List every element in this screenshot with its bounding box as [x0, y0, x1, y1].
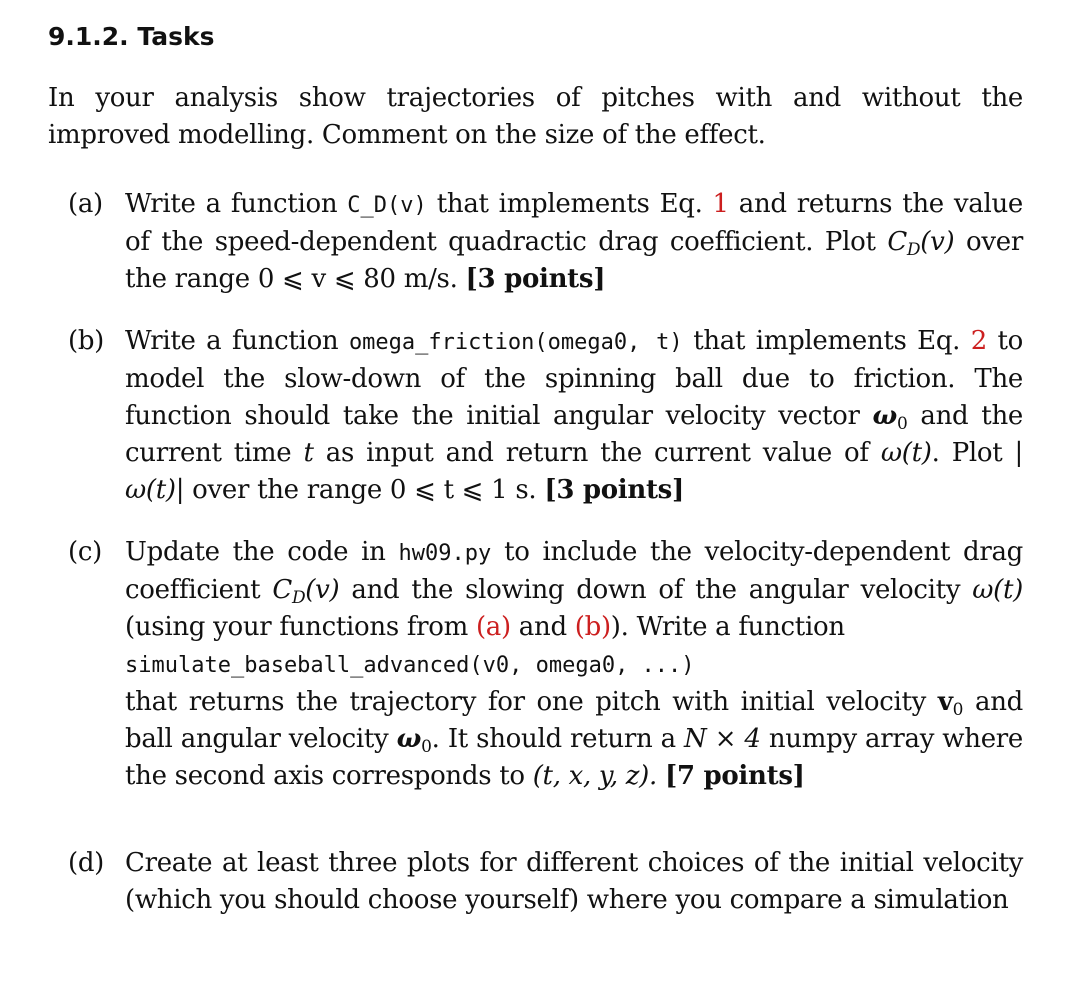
points-badge: [3 points]	[465, 264, 606, 294]
task-item-d	[68, 845, 1023, 919]
code-inline: C_D(v)	[347, 193, 427, 218]
equation-ref[interactable]: 1	[712, 189, 729, 219]
intro-paragraph: In your analysis show trajectories of pitches with and without the improved modelling. Comment on the size of the effect.	[48, 83, 1023, 150]
task-label: (c)	[68, 537, 102, 567]
section-heading	[48, 22, 215, 51]
task-label: (a)	[68, 189, 103, 219]
task-text: Update the code in hw09.py to include the velocity-dependent drag coefficient $C_D(v)$ and the slowing down of the angular velocity ω(t) (using your functions from (a) and (b)). Write a function simulate_baseball_advanced(v0, omega0, ...) that returns the trajectory for one pitch with initial velocity $v_0$ and ball angular velocity $\omega_0$. It should return a N × 4 numpy array where the second axis corresponds to (t, x, y, z). [7 points]	[125, 537, 1024, 791]
task-text: Write a function C_D(v) that implements Eq. 1 and returns the value of the speed-dependent quadractic drag coefficient. Plot $C_D(v)$ over the range 0 ⩽ v ⩽ 80 m/s. [3 points]	[125, 189, 1024, 294]
code-block: simulate_baseball_advanced(v0, omega0, ...)	[125, 653, 695, 678]
equation-ref[interactable]: 2	[970, 326, 987, 356]
points-badge: [3 points]	[544, 475, 685, 505]
task-label: (d)	[68, 848, 105, 878]
range-expr: 0 ⩽ t ⩽ 1 s.	[389, 475, 537, 505]
task-text: Write a function omega_friction(omega0, t) that implements Eq. 2 to model the slow-down of the spinning ball due to friction. The function should take the initial angular velocity vector $\omega_0$ and the current time t as input and return the current value of ω(t). Plot |ω(t)| over the range 0 ⩽ t ⩽ 1 s. [3 points]	[125, 326, 1023, 505]
section-title: Tasks	[137, 22, 215, 51]
code-inline: hw09.py	[398, 541, 492, 566]
task-item-a	[68, 186, 1023, 298]
code-inline: omega_friction(omega0, t)	[348, 330, 683, 355]
section-number: 9.1.2.	[48, 22, 129, 51]
task-item-b	[68, 323, 1023, 509]
points-badge: [7 points]	[664, 761, 805, 791]
task-text: Create at least three plots for different choices of the initial velocity (which you should choose yourself) where you compare a simulation	[125, 848, 1023, 915]
item-ref-a[interactable]: (a)	[475, 612, 511, 642]
task-label: (b)	[68, 326, 105, 356]
task-item-c	[68, 534, 1023, 795]
range-expr: 0 ⩽ v ⩽ 80 m/s.	[257, 264, 458, 294]
item-ref-b[interactable]: (b)	[574, 612, 611, 642]
